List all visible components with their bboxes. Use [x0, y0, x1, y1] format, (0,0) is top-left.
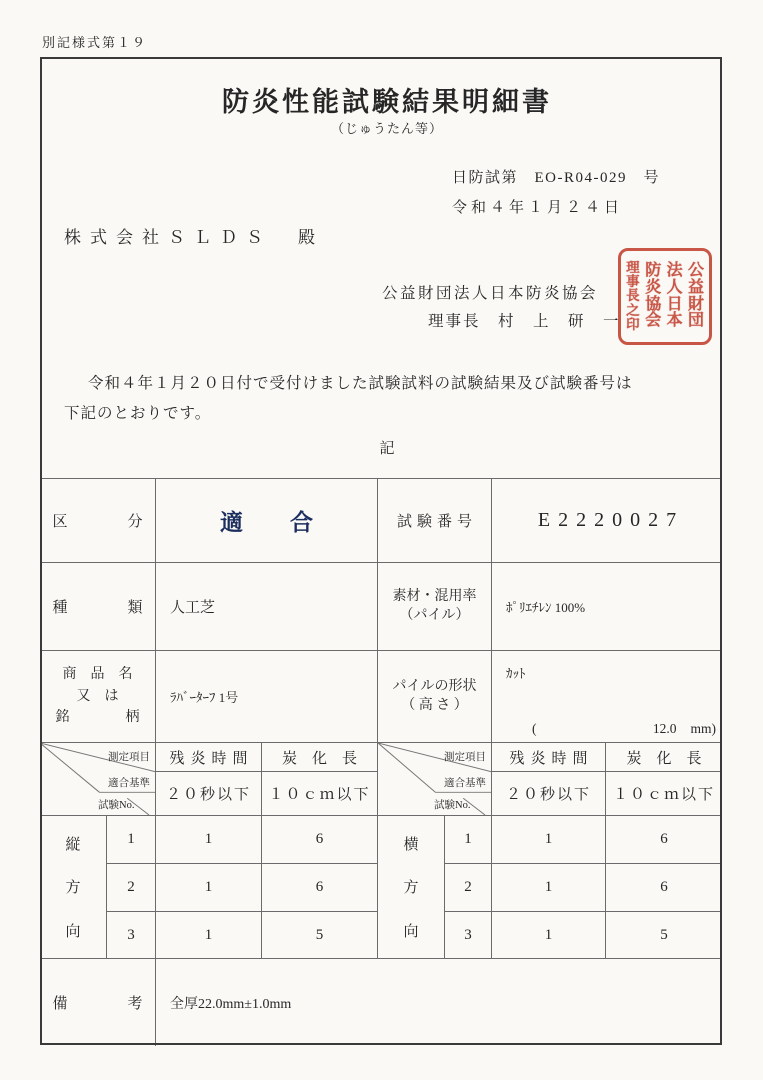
pile-shape-value-cell	[492, 651, 722, 743]
pile-shape-label-cell	[378, 651, 492, 743]
seal-text-column: 防炎協会	[645, 261, 662, 330]
direction-char: 方	[65, 880, 81, 897]
product-name-label-cell	[40, 651, 156, 743]
header-item-label: 測定項目	[444, 752, 486, 763]
pile-cut-value: ｶｯﾄ	[506, 666, 526, 681]
direction-char: 縦	[65, 837, 81, 854]
kind-label-cell	[40, 563, 156, 651]
afterflame-value-cell: 1	[156, 864, 262, 912]
category-label: 区 分	[52, 514, 143, 530]
product-name-label-line: 銘 柄	[55, 710, 140, 726]
seal-text-column: 公益財団	[688, 261, 705, 330]
char-length-value-cell: 6	[606, 816, 722, 864]
remarks-label: 備 考	[52, 996, 143, 1012]
char-length-criteria-cell: １０ｃｍ以下	[606, 772, 722, 816]
seal-text-column: 法人日本	[666, 261, 683, 330]
kind-value-cell: 人工芝	[156, 563, 378, 651]
char-length-value-cell: 6	[262, 864, 378, 912]
pile-shape-label-line: パイルの形状	[392, 678, 477, 694]
header-testno-label: 試験No.	[434, 800, 471, 811]
char-length-criteria-cell: １０ｃｍ以下	[262, 772, 378, 816]
testno-cell: 2	[445, 864, 492, 912]
material-label-line: 素材・混用率	[392, 588, 477, 604]
document-number-block	[452, 163, 660, 223]
afterflame-value-cell: 1	[492, 864, 606, 912]
afterflame-column-header: 残炎時間	[156, 743, 262, 772]
pile-shape-label-line: （ 高 さ ）	[401, 697, 468, 713]
char-length-value-cell: 6	[262, 816, 378, 864]
document-subtitle: （じゅうたん等）	[330, 121, 443, 136]
testno-cell: 3	[445, 912, 492, 959]
category-result-cell: 適 合	[156, 479, 378, 563]
afterflame-value-cell: 1	[156, 912, 262, 959]
direction-cell-horizontal	[378, 816, 445, 959]
direction-char: 向	[65, 923, 81, 940]
char-length-value-cell: 5	[262, 912, 378, 959]
direction-cell-vertical	[40, 816, 107, 959]
test-number-label-cell: 試験番号	[378, 479, 492, 563]
body-line: 下記のとおりです。	[64, 405, 212, 422]
pile-height-unit: mm)	[690, 721, 716, 736]
header-item-label: 測定項目	[108, 752, 150, 763]
header-criteria-label: 適合基準	[444, 778, 486, 789]
direction-char: 横	[403, 837, 419, 854]
paren-open: (	[532, 721, 537, 736]
category-label-cell	[40, 479, 156, 563]
testno-cell: 2	[107, 864, 156, 912]
form-number-label: 別記様式第１９	[42, 35, 148, 50]
material-label-line: （パイル）	[399, 607, 470, 623]
product-name-label-line: 商 品 名	[62, 666, 133, 682]
char-length-value-cell: 6	[606, 864, 722, 912]
issuer-organization: 公益財団法人日本防炎協会	[382, 285, 599, 302]
body-line: 令和４年１月２０日付で受付けました試験試料の試験結果及び試験番号は	[88, 375, 633, 392]
afterflame-value-cell: 1	[492, 816, 606, 864]
testno-cell: 3	[107, 912, 156, 959]
afterflame-column-header: 残炎時間	[492, 743, 606, 772]
remarks-value-cell: 全厚22.0mm±1.0mm	[170, 996, 292, 1012]
afterflame-criteria-cell: ２０秒以下	[156, 772, 262, 816]
diagonal-header-cell-left	[40, 743, 156, 816]
header-testno-label: 試験No.	[98, 800, 135, 811]
afterflame-criteria-cell: ２０秒以下	[492, 772, 606, 816]
result-table	[40, 478, 722, 1046]
document-title: 防炎性能試験結果明細書	[222, 87, 552, 117]
pile-height-row	[492, 721, 722, 737]
afterflame-value-cell: 1	[156, 816, 262, 864]
issuer-representative: 理事長 村 上 研 一	[428, 313, 621, 330]
body-paragraph	[64, 369, 726, 429]
testno-cell: 1	[445, 816, 492, 864]
ki-heading: 記	[379, 441, 395, 457]
afterflame-value-cell: 1	[492, 912, 606, 959]
material-label-cell	[378, 563, 492, 651]
char-length-column-header: 炭 化 長	[606, 743, 722, 772]
material-value-cell: ﾎﾟﾘｴﾁﾚﾝ 100%	[492, 563, 722, 651]
testno-cell: 1	[107, 816, 156, 864]
remarks-label-cell	[40, 959, 156, 1046]
document-frame	[40, 57, 722, 1045]
issue-date: 令和４年１月２４日	[452, 200, 624, 216]
header-criteria-label: 適合基準	[108, 778, 150, 789]
document-number: 日防試第 EO-R04-029 号	[452, 170, 660, 186]
product-name-label-line: 又 は	[76, 688, 119, 704]
official-red-seal	[618, 248, 712, 345]
kind-label: 種 類	[52, 600, 143, 616]
seal-text-column: 理事長之印	[626, 259, 640, 332]
recipient-name: 株式会社ＳＬＤＳ 殿	[64, 228, 324, 247]
char-length-value-cell: 5	[606, 912, 722, 959]
direction-char: 方	[403, 880, 419, 897]
product-name-value-cell: ﾗﾊﾞｰﾀｰﾌ 1号	[156, 651, 378, 743]
direction-char: 向	[403, 923, 419, 940]
test-number-value-cell: E2220027	[492, 479, 722, 563]
diagonal-header-cell-right	[378, 743, 492, 816]
pile-height-value: 12.0	[652, 721, 677, 736]
char-length-column-header: 炭 化 長	[262, 743, 378, 772]
